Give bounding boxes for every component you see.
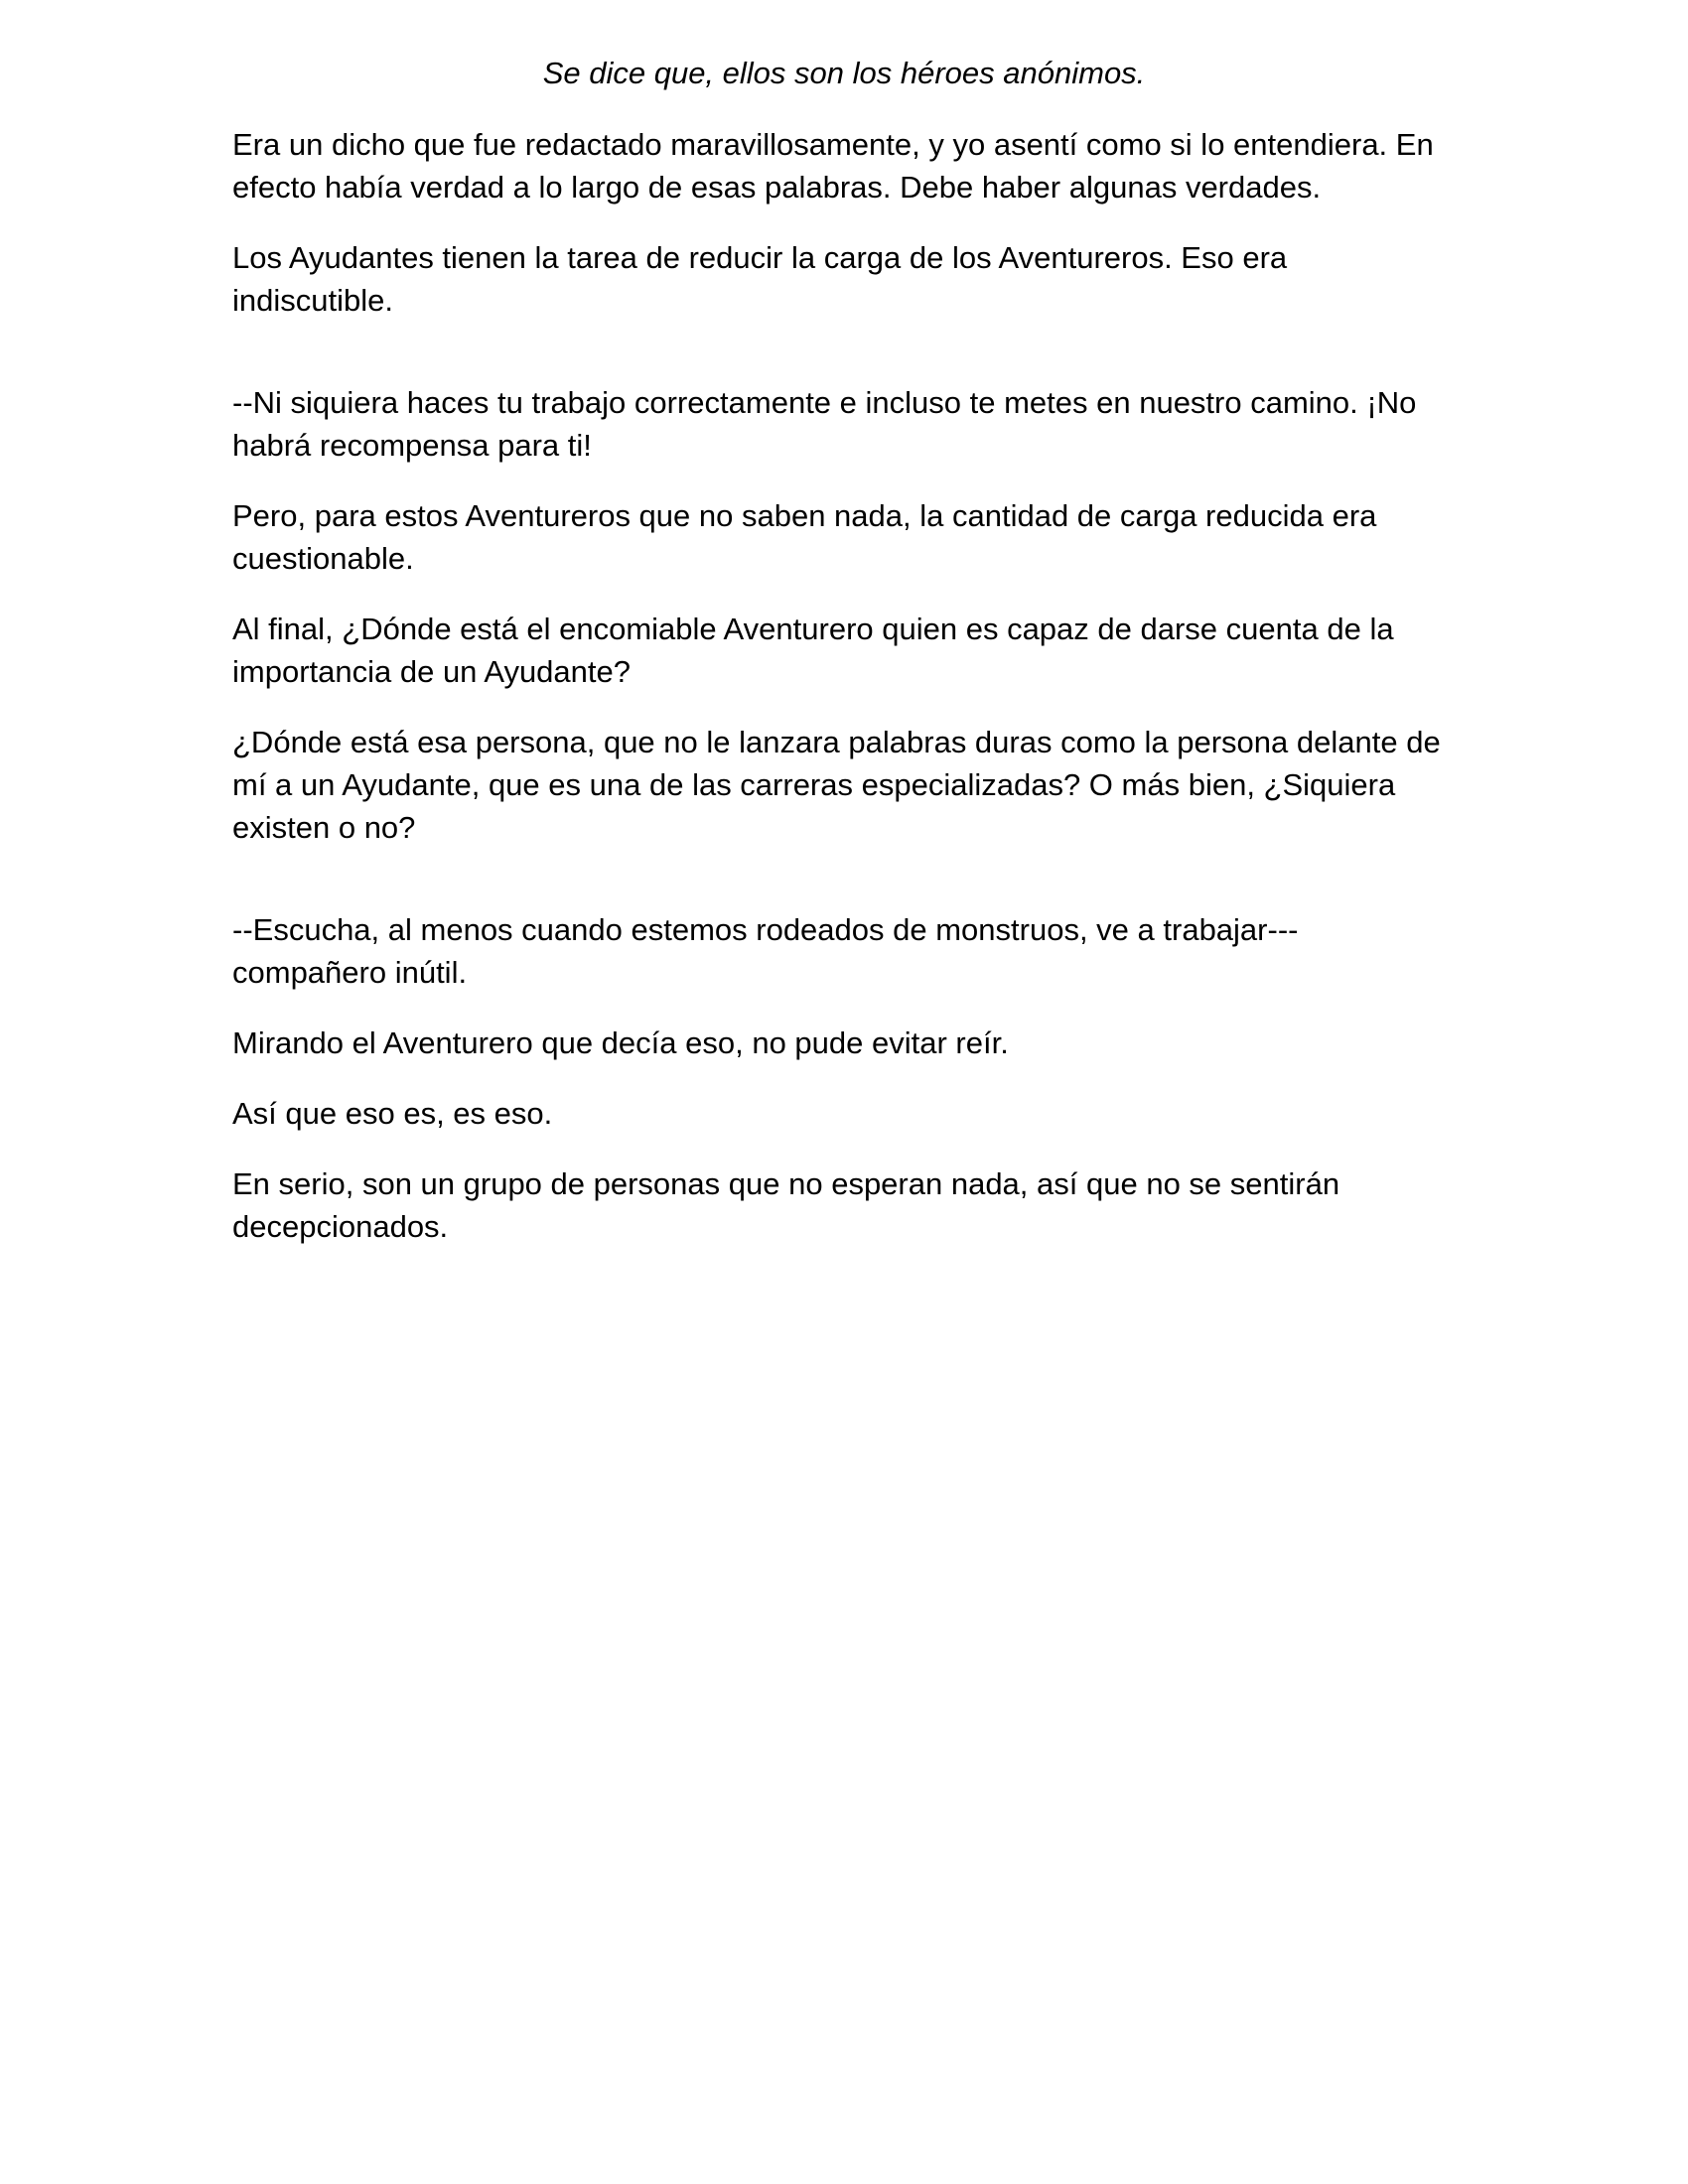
epigraph: Se dice que, ellos son los héroes anónimos. <box>542 56 1146 90</box>
paragraph-8: En serio, son un grupo de personas que no esperan nada, así que no se sentirán decepcionados. <box>232 1166 1340 1244</box>
body-text <box>232 123 1456 1276</box>
paragraph-3: Pero, para estos Aventureros que no saben nada, la cantidad de carga reducida era cuestionable. <box>232 498 1377 576</box>
paragraph-6: Mirando el Aventurero que decía eso, no pude evitar reír. <box>232 1025 1009 1060</box>
paragraph-7: Así que eso es, es eso. <box>232 1096 553 1131</box>
dialogue-1: --Ni siquiera haces tu trabajo correctamente e incluso te metes en nuestro camino. ¡No habrá recompensa para ti! <box>232 385 1417 463</box>
paragraph-2: Los Ayudantes tienen la tarea de reducir la carga de los Aventureros. Eso era indiscutible. <box>232 240 1288 318</box>
paragraph-4: Al final, ¿Dónde está el encomiable Aventurero quien es capaz de darse cuenta de la importancia de un Ayudante? <box>232 612 1394 689</box>
paragraph-1: Era un dicho que fue redactado maravillosamente, y yo asentí como si lo entendiera. En efecto había verdad a lo largo de esas palabras. Debe haber algunas verdades. <box>232 127 1434 205</box>
dialogue-2: --Escucha, al menos cuando estemos rodeados de monstruos, ve a trabajar--- compañero inútil. <box>232 912 1299 990</box>
paragraph-5: ¿Dónde está esa persona, que no le lanzara palabras duras como la persona delante de mí a un Ayudante, que es una de las carreras especializadas? O más bien, ¿Siquiera existen o no? <box>232 725 1441 845</box>
